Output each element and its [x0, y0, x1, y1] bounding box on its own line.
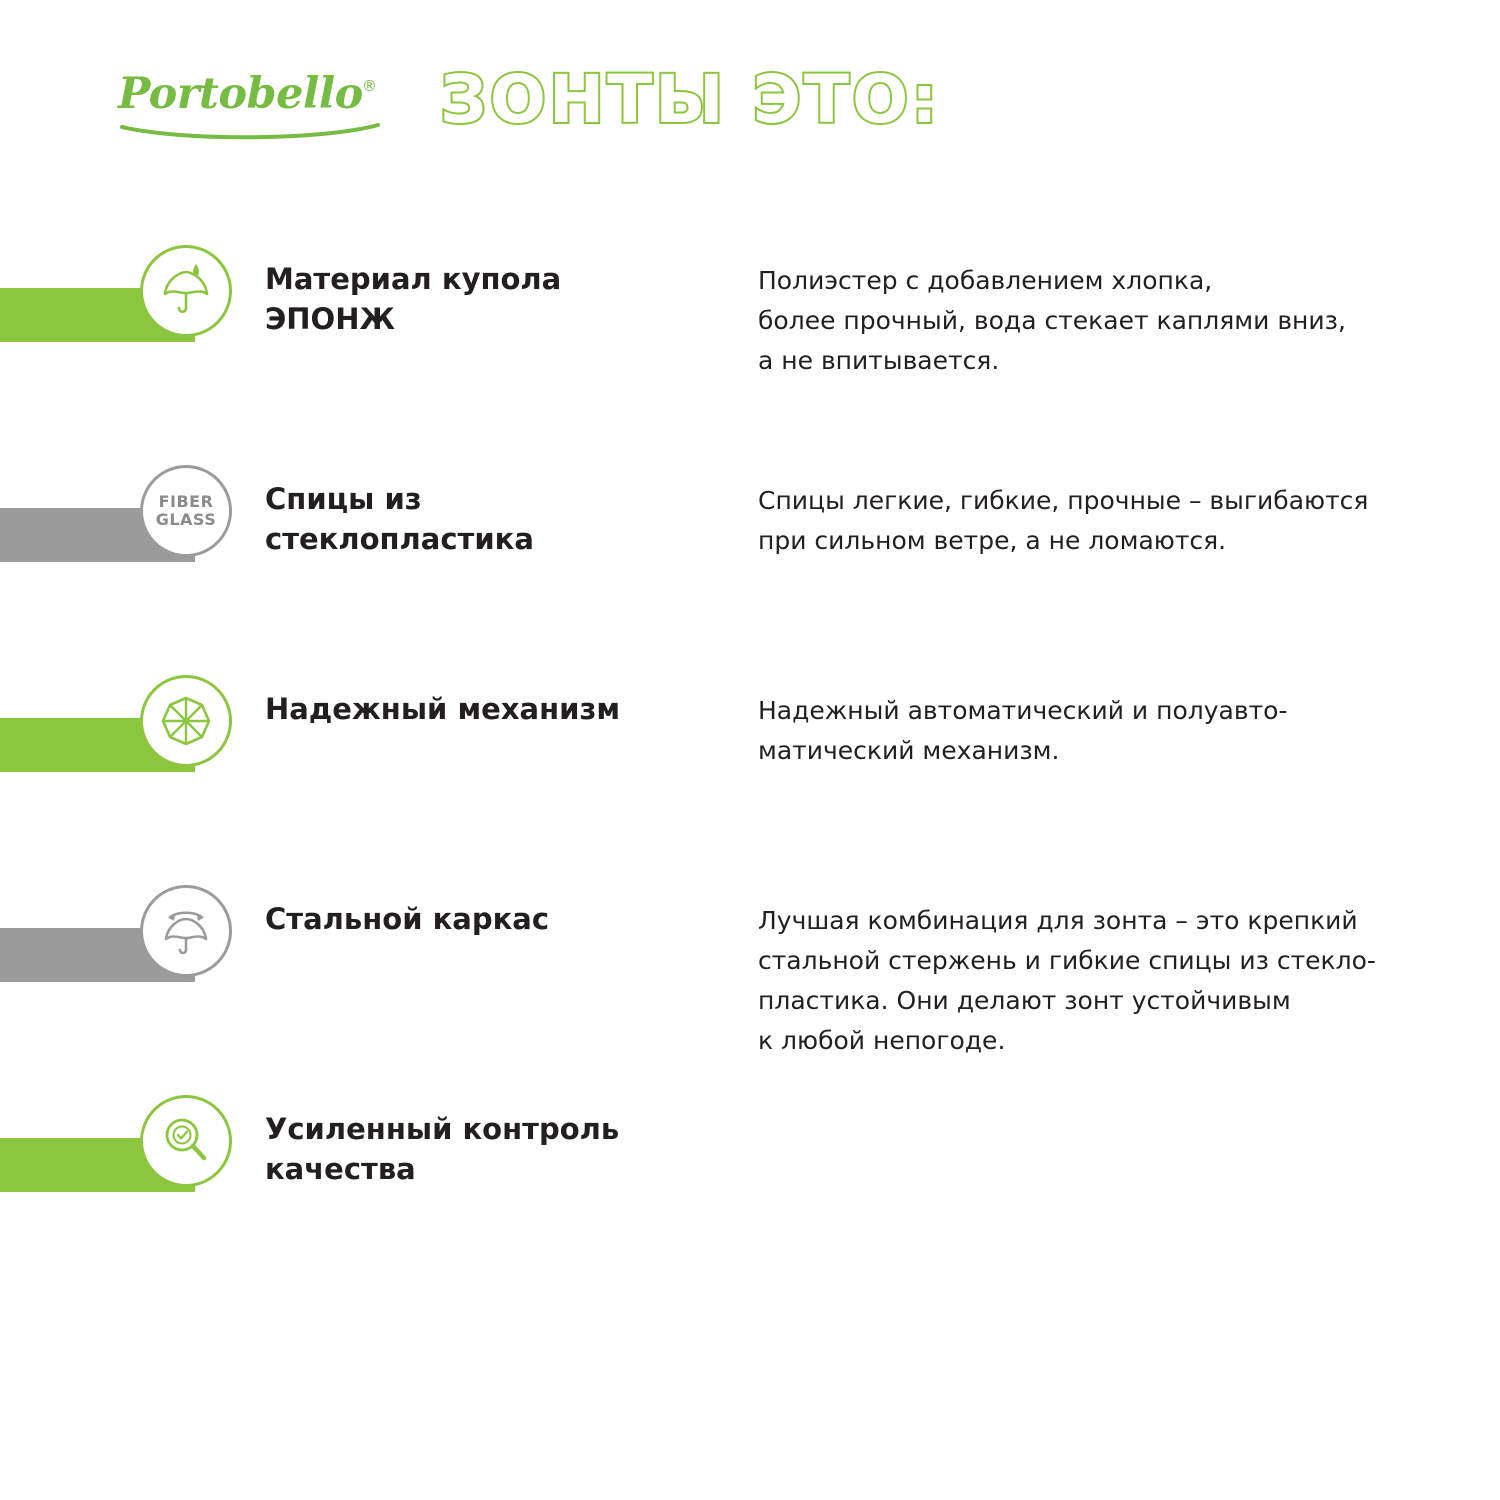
- page-title: ЗОНТЫ ЭТО:: [440, 61, 941, 138]
- fiber-glass-label-line: GLASS: [155, 510, 217, 529]
- feature-title: [265, 1109, 735, 1189]
- brand-name: Portobello: [118, 69, 363, 119]
- fiber-glass-label: [156, 493, 217, 529]
- registered-mark-icon: ®: [362, 77, 377, 95]
- feature-title-line: Усиленный контроль: [265, 1112, 620, 1146]
- feature-title: [265, 689, 735, 729]
- brand-swoosh-icon: [120, 123, 382, 143]
- feature-title: [265, 479, 735, 559]
- umbrella-water-drop-icon: [140, 245, 232, 337]
- feature-description: [758, 691, 1458, 771]
- feature-description-line: стальной стержень и гибкие спицы из стекло-: [758, 946, 1376, 975]
- feature-title-line: Стальной каркас: [265, 902, 550, 936]
- feature-description: [758, 261, 1458, 381]
- feature-description-line: Лучшая комбинация для зонта – это крепкий: [758, 906, 1358, 935]
- feature-description-line: к любой непогоде.: [758, 1026, 1006, 1055]
- feature-description-line: более прочный, вода стекает каплями вниз,: [758, 306, 1346, 335]
- feature-description: [758, 901, 1458, 1061]
- feature-title-line: ЭПОНЖ: [265, 302, 395, 336]
- feature-description-line: Надежный автоматический и полуавто-: [758, 696, 1288, 725]
- umbrella-top-view-icon: [140, 675, 232, 767]
- feature-title-line: Материал купола: [265, 262, 562, 296]
- feature-title-line: Надежный механизм: [265, 692, 621, 726]
- feature-description-line: Полиэстер с добавлением хлопка,: [758, 266, 1213, 295]
- feature-title: [265, 259, 735, 339]
- page-header: [0, 55, 1500, 165]
- feature-description-line: матический механизм.: [758, 736, 1060, 765]
- feature-description-line: при сильном ветре, а не ломаются.: [758, 526, 1227, 555]
- feature-description: [758, 481, 1458, 561]
- fiber-glass-label-line: FIBER: [158, 492, 214, 511]
- magnifier-check-icon: [140, 1095, 232, 1187]
- feature-title-line: стеклопластика: [265, 522, 534, 556]
- fiber-glass-icon: [140, 465, 232, 557]
- feature-description-line: а не впитывается.: [758, 346, 1000, 375]
- umbrella-arrows-icon: [140, 885, 232, 977]
- feature-title-line: Спицы из: [265, 482, 422, 516]
- brand-logo: [118, 65, 388, 155]
- feature-title: [265, 899, 735, 939]
- feature-title-line: качества: [265, 1152, 416, 1186]
- feature-description-line: пластика. Они делают зонт устойчивым: [758, 986, 1291, 1015]
- feature-description-line: Спицы легкие, гибкие, прочные – выгибаются: [758, 486, 1369, 515]
